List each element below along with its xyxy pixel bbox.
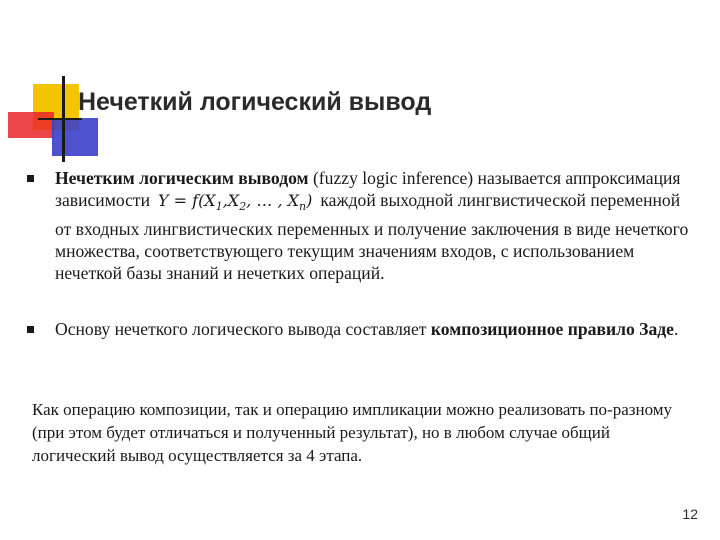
decor-horizontal-line: [38, 118, 82, 120]
formula: $Y = f(X_1,X_2$, … , $X_n$): [158, 191, 313, 214]
bold-term: Нечетким логическим выводом: [55, 168, 309, 188]
body-paragraph: Как операцию композиции, так и операцию импликации можно реализовать по-разному (при этом будет отличаться и полученный результат), но в любом случае общий логический вывод осуществляется за 4 этапа.: [32, 400, 672, 465]
decor-red-square: [8, 112, 54, 138]
bullet-square-icon: [27, 175, 34, 182]
page-number: 12: [682, 506, 698, 522]
bold-rule-name: композиционное правило Заде: [430, 319, 674, 339]
decor-blue-square: [52, 118, 98, 156]
definition-text-continued: каждой выходной лингвистической переменной от входных лингвистических переменных и получение заключения в виде нечеткого множества, соответствующего текущим значениям входов, с использованием нечеткой базы знаний и нечетких операций.: [55, 190, 689, 284]
bullet-composition-rule: Основу нечеткого логического вывода составляет композиционное правило Заде.: [55, 319, 679, 339]
slide-title: Нечеткий логический вывод: [78, 88, 432, 116]
bullet-definition: [55, 167, 695, 284]
definition-text: (fuzzy logic inference) называется аппроксимация зависимости: [55, 168, 681, 210]
bullet-square-icon: [27, 326, 34, 333]
